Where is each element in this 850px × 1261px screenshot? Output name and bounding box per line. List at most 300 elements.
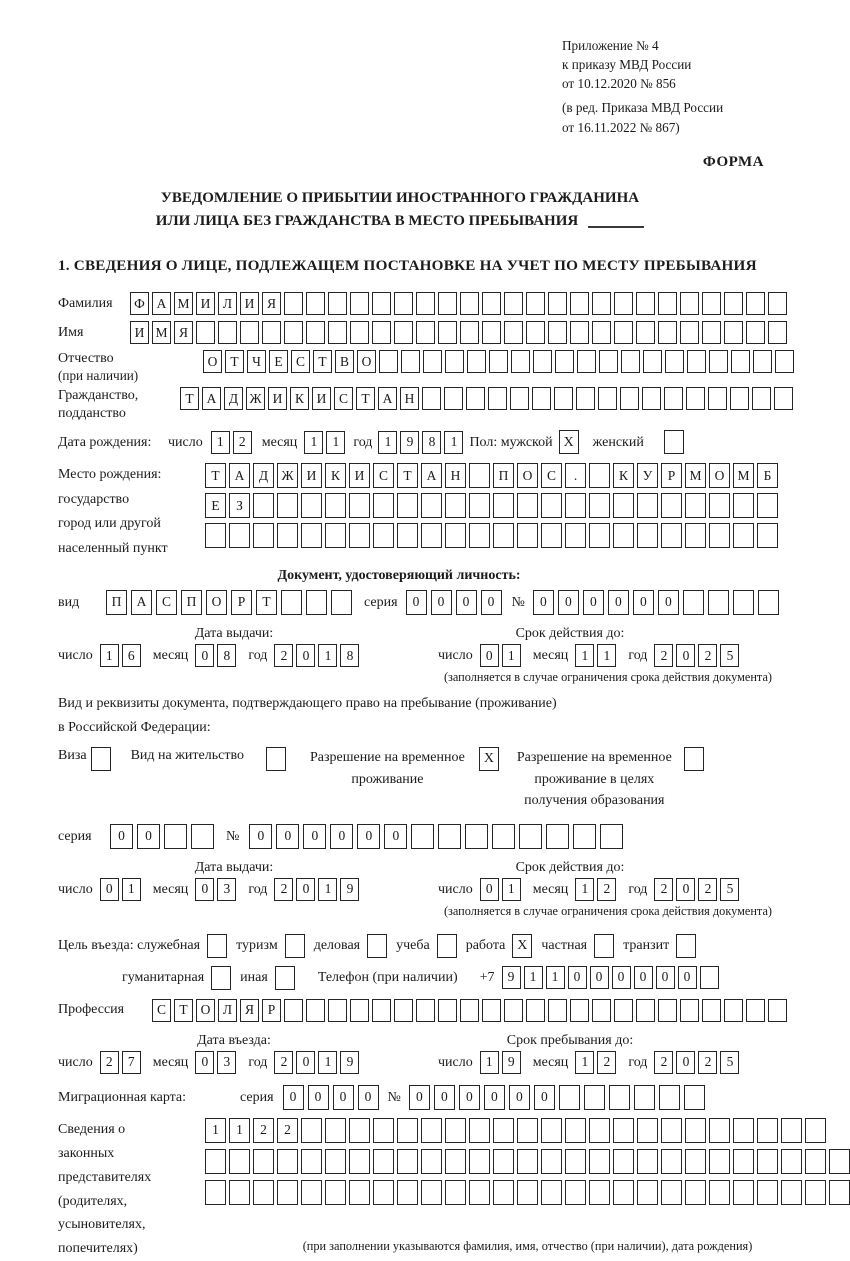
char-cell: 0 — [534, 1085, 555, 1110]
char-cell — [492, 824, 515, 849]
char-cell — [636, 292, 655, 315]
patronymic-label — [58, 350, 203, 384]
char-cell — [636, 999, 655, 1022]
representatives-note: (при заполнении указываются фамилия, имя, отчество (при наличии), дата рождения) — [302, 1239, 753, 1254]
char-cell: 0 — [676, 1051, 695, 1074]
temp-residence-edu-label-line3: получения образования — [524, 793, 665, 809]
title-blank-line — [588, 226, 644, 228]
char-cell — [708, 590, 729, 615]
char-cell: 2 — [100, 1051, 119, 1074]
char-cell — [511, 350, 530, 373]
char-cell: 2 — [698, 644, 717, 667]
char-cell: 0 — [509, 1085, 530, 1110]
char-cell: Е — [269, 350, 288, 373]
char-cell — [325, 493, 346, 518]
char-cell — [781, 1149, 802, 1174]
char-cell: 3 — [217, 1051, 236, 1074]
char-cell — [331, 590, 352, 615]
birth-place-cells-row3 — [205, 523, 778, 548]
char-cell: И — [312, 387, 331, 410]
visa-label: Виза — [58, 747, 87, 763]
representatives-cells-row3 — [205, 1180, 850, 1205]
char-cell: 0 — [409, 1085, 430, 1110]
month-label: месяц — [532, 882, 569, 898]
permit-issue-day-cells — [100, 878, 141, 901]
char-cell — [658, 999, 677, 1022]
edition-line: (в ред. Приказа МВД России — [562, 100, 724, 116]
char-cell: Р — [661, 463, 682, 488]
permit-valid-note: (заполняется в случае ограничения срока действия документа) — [443, 904, 772, 919]
char-cell: К — [325, 463, 346, 488]
citizenship-cells — [180, 387, 793, 410]
profession-label: Профессия — [58, 1002, 125, 1018]
purpose-other-checkbox — [275, 966, 295, 990]
birth-place-label-line2: государство — [58, 491, 130, 507]
char-cell — [541, 493, 562, 518]
year-label: год — [628, 648, 648, 664]
char-cell — [637, 523, 658, 548]
temp-residence-edu-label-line2: проживание в целях — [534, 771, 655, 787]
char-cell — [488, 387, 507, 410]
char-cell: 1 — [502, 644, 521, 667]
surname-cells — [130, 292, 787, 315]
char-cell — [284, 321, 303, 344]
char-cell — [460, 321, 479, 344]
char-cell — [325, 1180, 346, 1205]
char-cell: 0 — [296, 644, 315, 667]
char-cell: Т — [397, 463, 418, 488]
char-cell: 1 — [575, 878, 594, 901]
char-cell — [438, 824, 461, 849]
char-cell — [469, 1180, 490, 1205]
char-cell — [301, 493, 322, 518]
birth-place-cells-row2 — [205, 493, 778, 518]
doc-dates-headings — [58, 625, 800, 643]
char-cell: 1 — [318, 878, 337, 901]
char-cell — [609, 1085, 630, 1110]
purpose-transit-checkbox — [676, 934, 696, 958]
permit-series-label: серия — [58, 828, 92, 844]
char-cell — [731, 350, 750, 373]
char-cell — [684, 1085, 705, 1110]
char-cell — [493, 1149, 514, 1174]
char-cell: 2 — [698, 878, 717, 901]
day-label: число — [58, 1054, 93, 1070]
char-cell: К — [290, 387, 309, 410]
purpose-commercial-checkbox — [367, 934, 387, 958]
char-cell — [460, 999, 479, 1022]
char-cell: О — [709, 463, 730, 488]
char-cell: О — [203, 350, 222, 373]
char-cell: М — [152, 321, 171, 344]
temp-residence-edu-label-line1: Разрешение на временное — [516, 749, 672, 765]
char-cell: 1 — [211, 431, 230, 454]
char-cell — [328, 999, 347, 1022]
char-cell — [301, 1149, 322, 1174]
char-cell: П — [493, 463, 514, 488]
char-cell: Н — [400, 387, 419, 410]
char-cell — [700, 966, 719, 989]
permit-number-cells — [249, 824, 623, 849]
char-cell — [565, 1149, 586, 1174]
temp-residence-edu-label — [517, 747, 672, 812]
char-cell: 2 — [654, 1051, 673, 1074]
char-cell — [421, 493, 442, 518]
char-cell — [541, 1180, 562, 1205]
char-cell: 9 — [340, 878, 359, 901]
char-cell — [757, 523, 778, 548]
representatives-label-line5: усыновителях, — [58, 1217, 146, 1233]
char-cell: 2 — [597, 1051, 616, 1074]
form-title — [58, 187, 742, 232]
char-cell: И — [301, 463, 322, 488]
temp-residence-label-line1: Разрешение на временное — [309, 749, 465, 765]
char-cell: 9 — [502, 1051, 521, 1074]
char-cell — [301, 1118, 322, 1143]
given-name-label: Имя — [58, 325, 84, 341]
char-cell — [613, 1180, 634, 1205]
char-cell: Ф — [130, 292, 149, 315]
char-cell — [379, 350, 398, 373]
char-cell: 0 — [480, 878, 499, 901]
char-cell: 1 — [378, 431, 397, 454]
char-cell — [229, 1149, 250, 1174]
char-cell — [421, 523, 442, 548]
char-cell — [548, 292, 567, 315]
char-cell — [164, 824, 187, 849]
char-cell — [421, 1149, 442, 1174]
char-cell — [565, 1180, 586, 1205]
char-cell: 2 — [253, 1118, 274, 1143]
char-cell — [397, 523, 418, 548]
year-label: год — [248, 882, 268, 898]
char-cell — [554, 387, 573, 410]
char-cell: 0 — [137, 824, 160, 849]
char-cell — [493, 523, 514, 548]
char-cell: М — [685, 463, 706, 488]
day-label: число — [58, 882, 93, 898]
char-cell — [592, 292, 611, 315]
char-cell — [253, 1149, 274, 1174]
char-cell — [445, 350, 464, 373]
purpose-humanitarian-label: гуманитарная — [122, 969, 205, 985]
sex-female-label: женский — [592, 434, 644, 450]
char-cell — [680, 292, 699, 315]
patronymic-label-line2: (при наличии) — [58, 367, 139, 383]
char-cell — [658, 292, 677, 315]
char-cell — [253, 493, 274, 518]
char-cell — [680, 321, 699, 344]
doc-issue-day-cells — [100, 644, 141, 667]
char-cell: 0 — [333, 1085, 354, 1110]
char-cell: 1 — [575, 644, 594, 667]
permit-valid-year-cells — [654, 878, 739, 901]
char-cell: И — [240, 292, 259, 315]
doc-valid-heading: Срок действия до: — [515, 625, 625, 641]
char-cell: А — [378, 387, 397, 410]
char-cell — [306, 999, 325, 1022]
char-cell: 1 — [205, 1118, 226, 1143]
char-cell: 0 — [459, 1085, 480, 1110]
char-cell — [301, 1180, 322, 1205]
birth-place-label-line1: Место рождения: — [58, 467, 162, 483]
char-cell — [277, 1180, 298, 1205]
citizenship-label-line1: Гражданство, — [58, 388, 139, 404]
char-cell — [613, 1149, 634, 1174]
char-cell — [733, 493, 754, 518]
permit-number-label: № — [226, 828, 240, 844]
representatives-label-line6: попечителях) — [58, 1241, 138, 1257]
char-cell — [589, 523, 610, 548]
char-cell — [438, 321, 457, 344]
appendix-line: к приказу МВД России — [562, 57, 692, 73]
char-cell: Л — [218, 292, 237, 315]
char-cell — [805, 1180, 826, 1205]
citizenship-label-line2: подданство — [58, 405, 126, 421]
char-cell — [570, 292, 589, 315]
char-cell — [205, 1180, 226, 1205]
char-cell — [634, 1085, 655, 1110]
migration-number-cells — [409, 1085, 705, 1110]
char-cell: 2 — [698, 1051, 717, 1074]
char-cell — [614, 321, 633, 344]
char-cell — [510, 387, 529, 410]
char-cell — [372, 292, 391, 315]
birth-date-row — [58, 430, 800, 454]
char-cell — [577, 350, 596, 373]
char-cell: Я — [174, 321, 193, 344]
purpose-business-label: Цель въезда: служебная — [58, 937, 201, 953]
permit-issue-group — [58, 878, 410, 901]
char-cell: 2 — [274, 1051, 293, 1074]
month-label: месяц — [532, 1054, 569, 1070]
phone-prefix: +7 — [479, 969, 495, 985]
char-cell — [709, 1180, 730, 1205]
char-cell: А — [229, 463, 250, 488]
char-cell — [643, 350, 662, 373]
char-cell — [614, 999, 633, 1022]
purpose-work-checkbox: X — [512, 934, 532, 958]
char-cell: . — [565, 463, 586, 488]
appendix-note — [562, 36, 800, 137]
char-cell — [306, 292, 325, 315]
char-cell: Д — [253, 463, 274, 488]
char-cell — [469, 1149, 490, 1174]
char-cell — [349, 1149, 370, 1174]
char-cell: 9 — [340, 1051, 359, 1074]
char-cell: А — [202, 387, 221, 410]
char-cell: О — [517, 463, 538, 488]
char-cell: С — [541, 463, 562, 488]
char-cell — [709, 350, 728, 373]
temp-residence-option — [310, 747, 499, 790]
char-cell — [445, 493, 466, 518]
char-cell: 1 — [318, 644, 337, 667]
char-cell — [466, 387, 485, 410]
char-cell: 1 — [480, 1051, 499, 1074]
char-cell — [541, 1149, 562, 1174]
char-cell — [665, 350, 684, 373]
char-cell: 1 — [502, 878, 521, 901]
char-cell — [349, 1118, 370, 1143]
doc-valid-month-cells — [575, 644, 616, 667]
representatives-cells — [205, 1118, 850, 1260]
char-cell — [423, 350, 442, 373]
char-cell — [421, 1180, 442, 1205]
residence-doc-line1: Вид и реквизиты документа, подтверждающего право на пребывание (проживание) — [58, 695, 557, 711]
char-cell: Я — [240, 999, 259, 1022]
char-cell — [584, 1085, 605, 1110]
purpose-commercial-label: деловая — [313, 937, 361, 953]
char-cell: 2 — [654, 644, 673, 667]
char-cell: П — [181, 590, 202, 615]
doc-valid-year-cells — [654, 644, 739, 667]
char-cell — [661, 493, 682, 518]
year-label: год — [628, 882, 648, 898]
char-cell — [661, 1118, 682, 1143]
char-cell — [277, 523, 298, 548]
char-cell: Ч — [247, 350, 266, 373]
char-cell: 2 — [654, 878, 673, 901]
char-cell — [592, 321, 611, 344]
char-cell — [709, 493, 730, 518]
form-label: ФОРМА — [702, 153, 764, 170]
citizenship-row — [58, 387, 800, 422]
residence-doc-line2: в Российской Федерации: — [58, 720, 211, 736]
char-cell — [397, 493, 418, 518]
char-cell: С — [373, 463, 394, 488]
char-cell — [829, 1149, 850, 1174]
char-cell — [397, 1180, 418, 1205]
char-cell — [613, 1118, 634, 1143]
doc-issue-month-cells — [195, 644, 236, 667]
char-cell — [600, 824, 623, 849]
doc-series-cells — [406, 590, 502, 615]
char-cell: 1 — [597, 644, 616, 667]
char-cell — [664, 387, 683, 410]
residence-permit-label: Вид на жительство — [130, 747, 244, 763]
purpose-transit-label: транзит — [623, 937, 670, 953]
char-cell — [685, 523, 706, 548]
char-cell — [680, 999, 699, 1022]
permit-series-row — [58, 824, 800, 849]
char-cell: 0 — [656, 966, 675, 989]
char-cell — [205, 523, 226, 548]
char-cell: Т — [225, 350, 244, 373]
char-cell — [306, 590, 327, 615]
month-label: месяц — [152, 882, 189, 898]
char-cell — [686, 387, 705, 410]
char-cell — [636, 321, 655, 344]
representatives-label-line4: (родителях, — [58, 1193, 128, 1209]
day-label: число — [58, 648, 93, 664]
char-cell: 0 — [484, 1085, 505, 1110]
char-cell: 0 — [678, 966, 697, 989]
migration-series-label: серия — [240, 1089, 274, 1105]
char-cell — [805, 1149, 826, 1174]
day-label: число — [168, 434, 203, 450]
purpose-other-label: иная — [240, 969, 268, 985]
char-cell — [460, 292, 479, 315]
char-cell: О — [206, 590, 227, 615]
char-cell: 0 — [481, 590, 502, 615]
char-cell: 5 — [720, 644, 739, 667]
char-cell — [589, 1118, 610, 1143]
char-cell: 0 — [676, 878, 695, 901]
char-cell — [733, 1149, 754, 1174]
char-cell — [416, 321, 435, 344]
char-cell: Ж — [246, 387, 265, 410]
day-label: число — [438, 1054, 473, 1070]
char-cell — [397, 1149, 418, 1174]
residence-permit-checkbox — [266, 747, 286, 771]
visa-option — [58, 747, 111, 771]
birth-place-label-line4: населенный пункт — [58, 540, 168, 556]
representatives-label-line3: представителях — [58, 1169, 152, 1185]
char-cell: Ж — [277, 463, 298, 488]
char-cell — [373, 523, 394, 548]
char-cell: Т — [174, 999, 193, 1022]
char-cell — [469, 463, 490, 488]
char-cell: В — [335, 350, 354, 373]
char-cell — [301, 523, 322, 548]
char-cell — [613, 523, 634, 548]
char-cell — [281, 590, 302, 615]
temp-residence-edu-option — [517, 747, 704, 812]
char-cell — [394, 321, 413, 344]
char-cell — [620, 387, 639, 410]
char-cell — [637, 1149, 658, 1174]
doc-dates-row — [58, 644, 800, 667]
residence-permit-option — [131, 747, 286, 771]
purpose-study-label: учеба — [396, 937, 430, 953]
char-cell — [592, 999, 611, 1022]
char-cell — [328, 292, 347, 315]
char-cell — [733, 523, 754, 548]
char-cell — [416, 292, 435, 315]
char-cell — [753, 350, 772, 373]
char-cell — [444, 387, 463, 410]
doc-series-label: серия — [364, 594, 398, 610]
char-cell — [229, 1180, 250, 1205]
doc-issue-heading: Дата выдачи: — [194, 625, 274, 641]
permit-issue-heading: Дата выдачи: — [194, 859, 274, 875]
char-cell: А — [131, 590, 152, 615]
char-cell — [218, 321, 237, 344]
char-cell — [829, 1180, 850, 1205]
char-cell: С — [334, 387, 353, 410]
char-cell: 0 — [612, 966, 631, 989]
char-cell: И — [130, 321, 149, 344]
char-cell — [482, 321, 501, 344]
char-cell — [416, 999, 435, 1022]
char-cell: Т — [356, 387, 375, 410]
char-cell: Л — [218, 999, 237, 1022]
char-cell — [482, 999, 501, 1022]
char-cell — [306, 321, 325, 344]
char-cell — [401, 350, 420, 373]
char-cell: 0 — [283, 1085, 304, 1110]
char-cell — [559, 1085, 580, 1110]
char-cell — [746, 292, 765, 315]
edition-line: от 16.11.2022 № 867) — [562, 119, 680, 135]
identity-doc-heading: Документ, удостоверяющий личность: — [277, 568, 521, 584]
char-cell — [394, 999, 413, 1022]
char-cell — [438, 292, 457, 315]
stay-day-cells — [480, 1051, 521, 1074]
char-cell: 0 — [100, 878, 119, 901]
char-cell — [350, 999, 369, 1022]
